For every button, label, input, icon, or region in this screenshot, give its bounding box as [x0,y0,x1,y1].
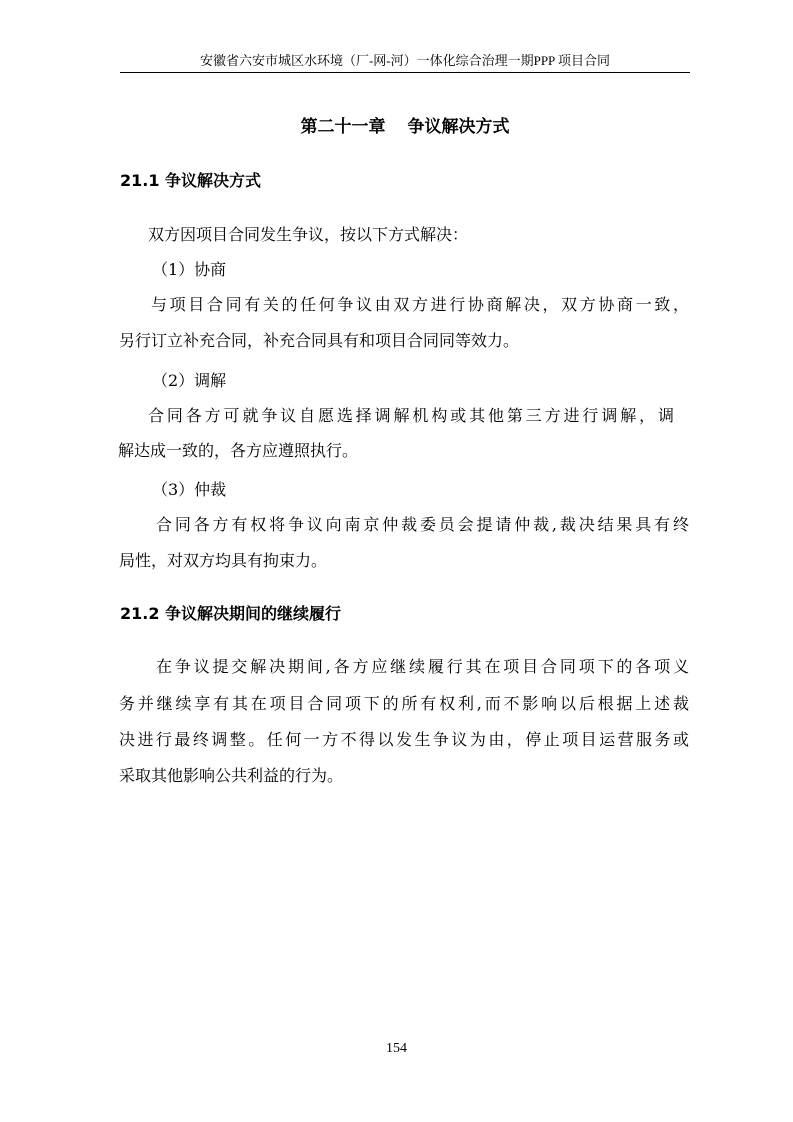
running-header: 安徽省六安市城区水环境（厂-网-河）一体化综合治理一期PPP 项目合同 [199,53,611,68]
paragraph-arbitration-line: 局性，对双方均具有拘束力。 [119,551,328,570]
section-heading-21-2: 21.2 争议解决期间的继续履行 [120,604,342,623]
paragraph-mediation-line: 解达成一致的，各方应遵照执行。 [118,441,359,460]
chapter-name: 争议解决方式 [407,117,510,137]
item-label-mediation: （2）调解 [152,371,227,390]
paragraph-continuation-line: 在争议提交解决期间,各方应继续履行其在项目合同项下的各项义 [156,657,689,676]
page-number: 154 [386,1041,407,1056]
paragraph-continuation-line: 务并继续享有其在项目合同项下的所有权利,而不影响以后根据上述裁 [119,694,689,713]
paragraph-intro: 双方因项目合同发生争议，按以下方式解决： [148,225,469,244]
paragraph-continuation-line: 采取其他影响公共利益的行为。 [119,766,344,785]
chapter-number: 第二十一章 [300,117,386,137]
paragraph-negotiation-line: 另行订立补充合同，补充合同具有和项目合同同等效力。 [119,331,520,350]
paragraph-negotiation-line: 与项目合同有关的任何争议由双方进行协商解决，双方协商一致， [151,295,689,314]
chapter-title [120,116,690,138]
item-label-arbitration: （3）仲裁 [152,480,227,499]
paragraph-mediation-line: 合同各方可就争议自愿选择调解机构或其他第三方进行调解，调 [148,406,674,425]
section-heading-21-1: 21.1 争议解决方式 [120,171,262,190]
paragraph-continuation-line: 决进行最终调整。任何一方不得以发生争议为由，停止项目运营服务或 [119,730,689,749]
header-divider [120,72,690,73]
paragraph-arbitration-line: 合同各方有权将争议向南京仲裁委员会提请仲裁,裁决结果具有终 [156,515,689,534]
item-label-negotiation: （1）协商 [152,260,227,279]
